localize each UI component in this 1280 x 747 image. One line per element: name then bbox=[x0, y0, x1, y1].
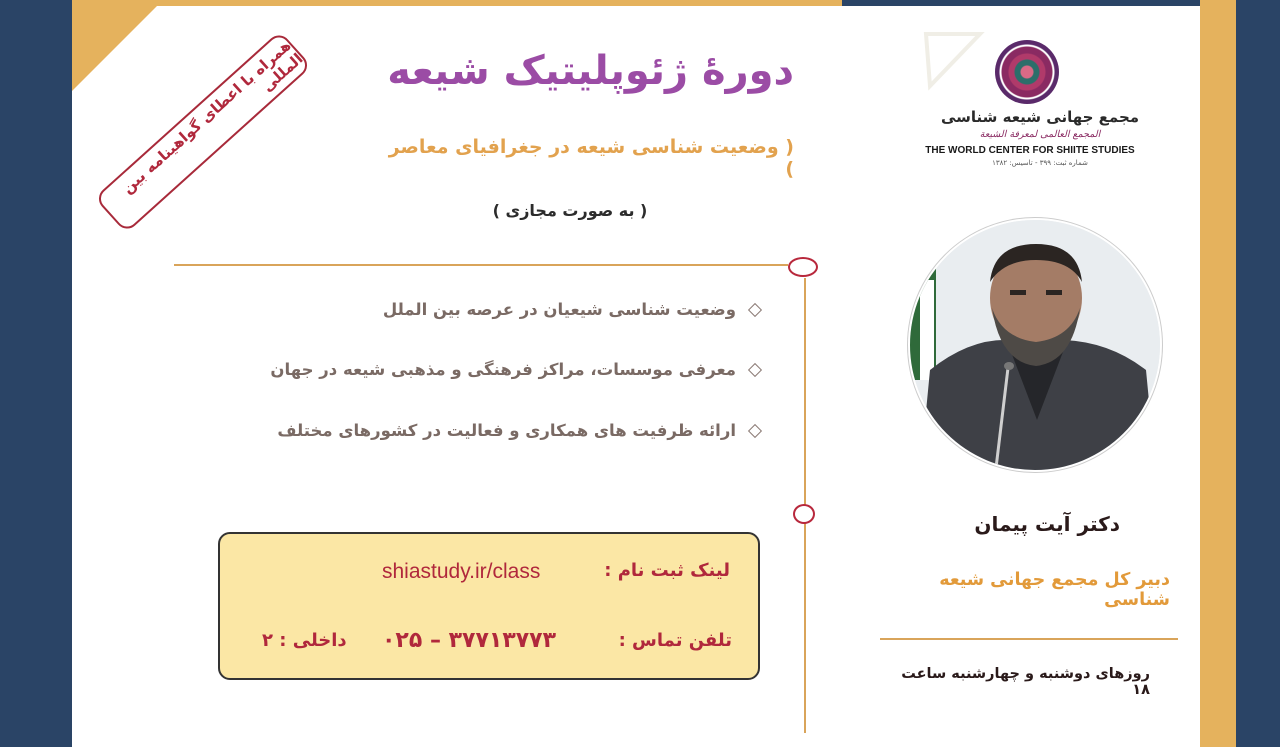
watermark-triangle-icon bbox=[922, 28, 986, 92]
divider-ring-middle bbox=[793, 504, 815, 524]
diamond-bullet-icon bbox=[748, 362, 762, 376]
speaker-photo bbox=[908, 218, 1162, 472]
phone-extension: داخلی : ۲ bbox=[262, 630, 347, 651]
speaker-name: دکتر آیت پیمان bbox=[974, 512, 1120, 536]
course-subtitle: ( وضعیت شناسی شیعه در جغرافیای معاصر ) bbox=[388, 136, 794, 180]
schedule-text: روزهای دوشنبه و چهارشنبه ساعت ۱۸ bbox=[901, 666, 1150, 698]
organization-name-en: THE WORLD CENTER FOR SHIITE STUDIES bbox=[925, 145, 1135, 156]
topic-item bbox=[270, 360, 760, 379]
speaker-role: دبیر کل مجمع جهانی شیعه شناسی bbox=[939, 570, 1170, 610]
diamond-bullet-icon bbox=[748, 302, 762, 316]
divider-speaker bbox=[880, 638, 1178, 640]
topic-item bbox=[277, 421, 760, 440]
topic-item bbox=[383, 300, 760, 319]
course-format: ( به صورت مجازی ) bbox=[492, 201, 648, 220]
registration-link-label: لینک ثبت نام : bbox=[604, 560, 730, 581]
frame-gold-stripe bbox=[1200, 0, 1236, 747]
certificate-stamp: همراه با اعطای گواهینامه بین المللی bbox=[94, 31, 312, 234]
topic-text: وضعیت شناسی شیعیان در عرصه بین الملل bbox=[382, 300, 736, 319]
phone-number: ۰۲۵ – ۳۷۷۱۳۷۷۳ bbox=[382, 628, 557, 653]
organization-logo-icon bbox=[995, 40, 1059, 104]
speaker-portrait-icon bbox=[910, 220, 1162, 472]
organization-name-ar: المجمع العالمی لمعرفة الشیعة bbox=[979, 129, 1101, 140]
topic-text: معرفی موسسات، مراکز فرهنگی و مذهبی شیعه در جهان bbox=[270, 360, 736, 379]
organization-registration: شماره ثبت: ۳۹۹ - تاسیس: ۱۳۸۲ bbox=[992, 159, 1088, 167]
diamond-bullet-icon bbox=[748, 423, 762, 437]
phone-label: تلفن تماس : bbox=[618, 630, 732, 651]
course-title: دورهٔ ژئوپلیتیک شیعه bbox=[387, 48, 794, 94]
organization-name-fa: مجمع جهانی شیعه شناسی bbox=[940, 108, 1140, 126]
divider-ring-top bbox=[788, 257, 818, 277]
registration-link[interactable]: shiastudy.ir/class bbox=[382, 560, 541, 583]
registration-box bbox=[218, 532, 760, 680]
divider-horizontal bbox=[174, 264, 788, 266]
topic-text: ارائه ظرفیت های همکاری و فعالیت در کشورهای مختلف bbox=[277, 421, 736, 440]
corner-decoration bbox=[72, 6, 157, 91]
